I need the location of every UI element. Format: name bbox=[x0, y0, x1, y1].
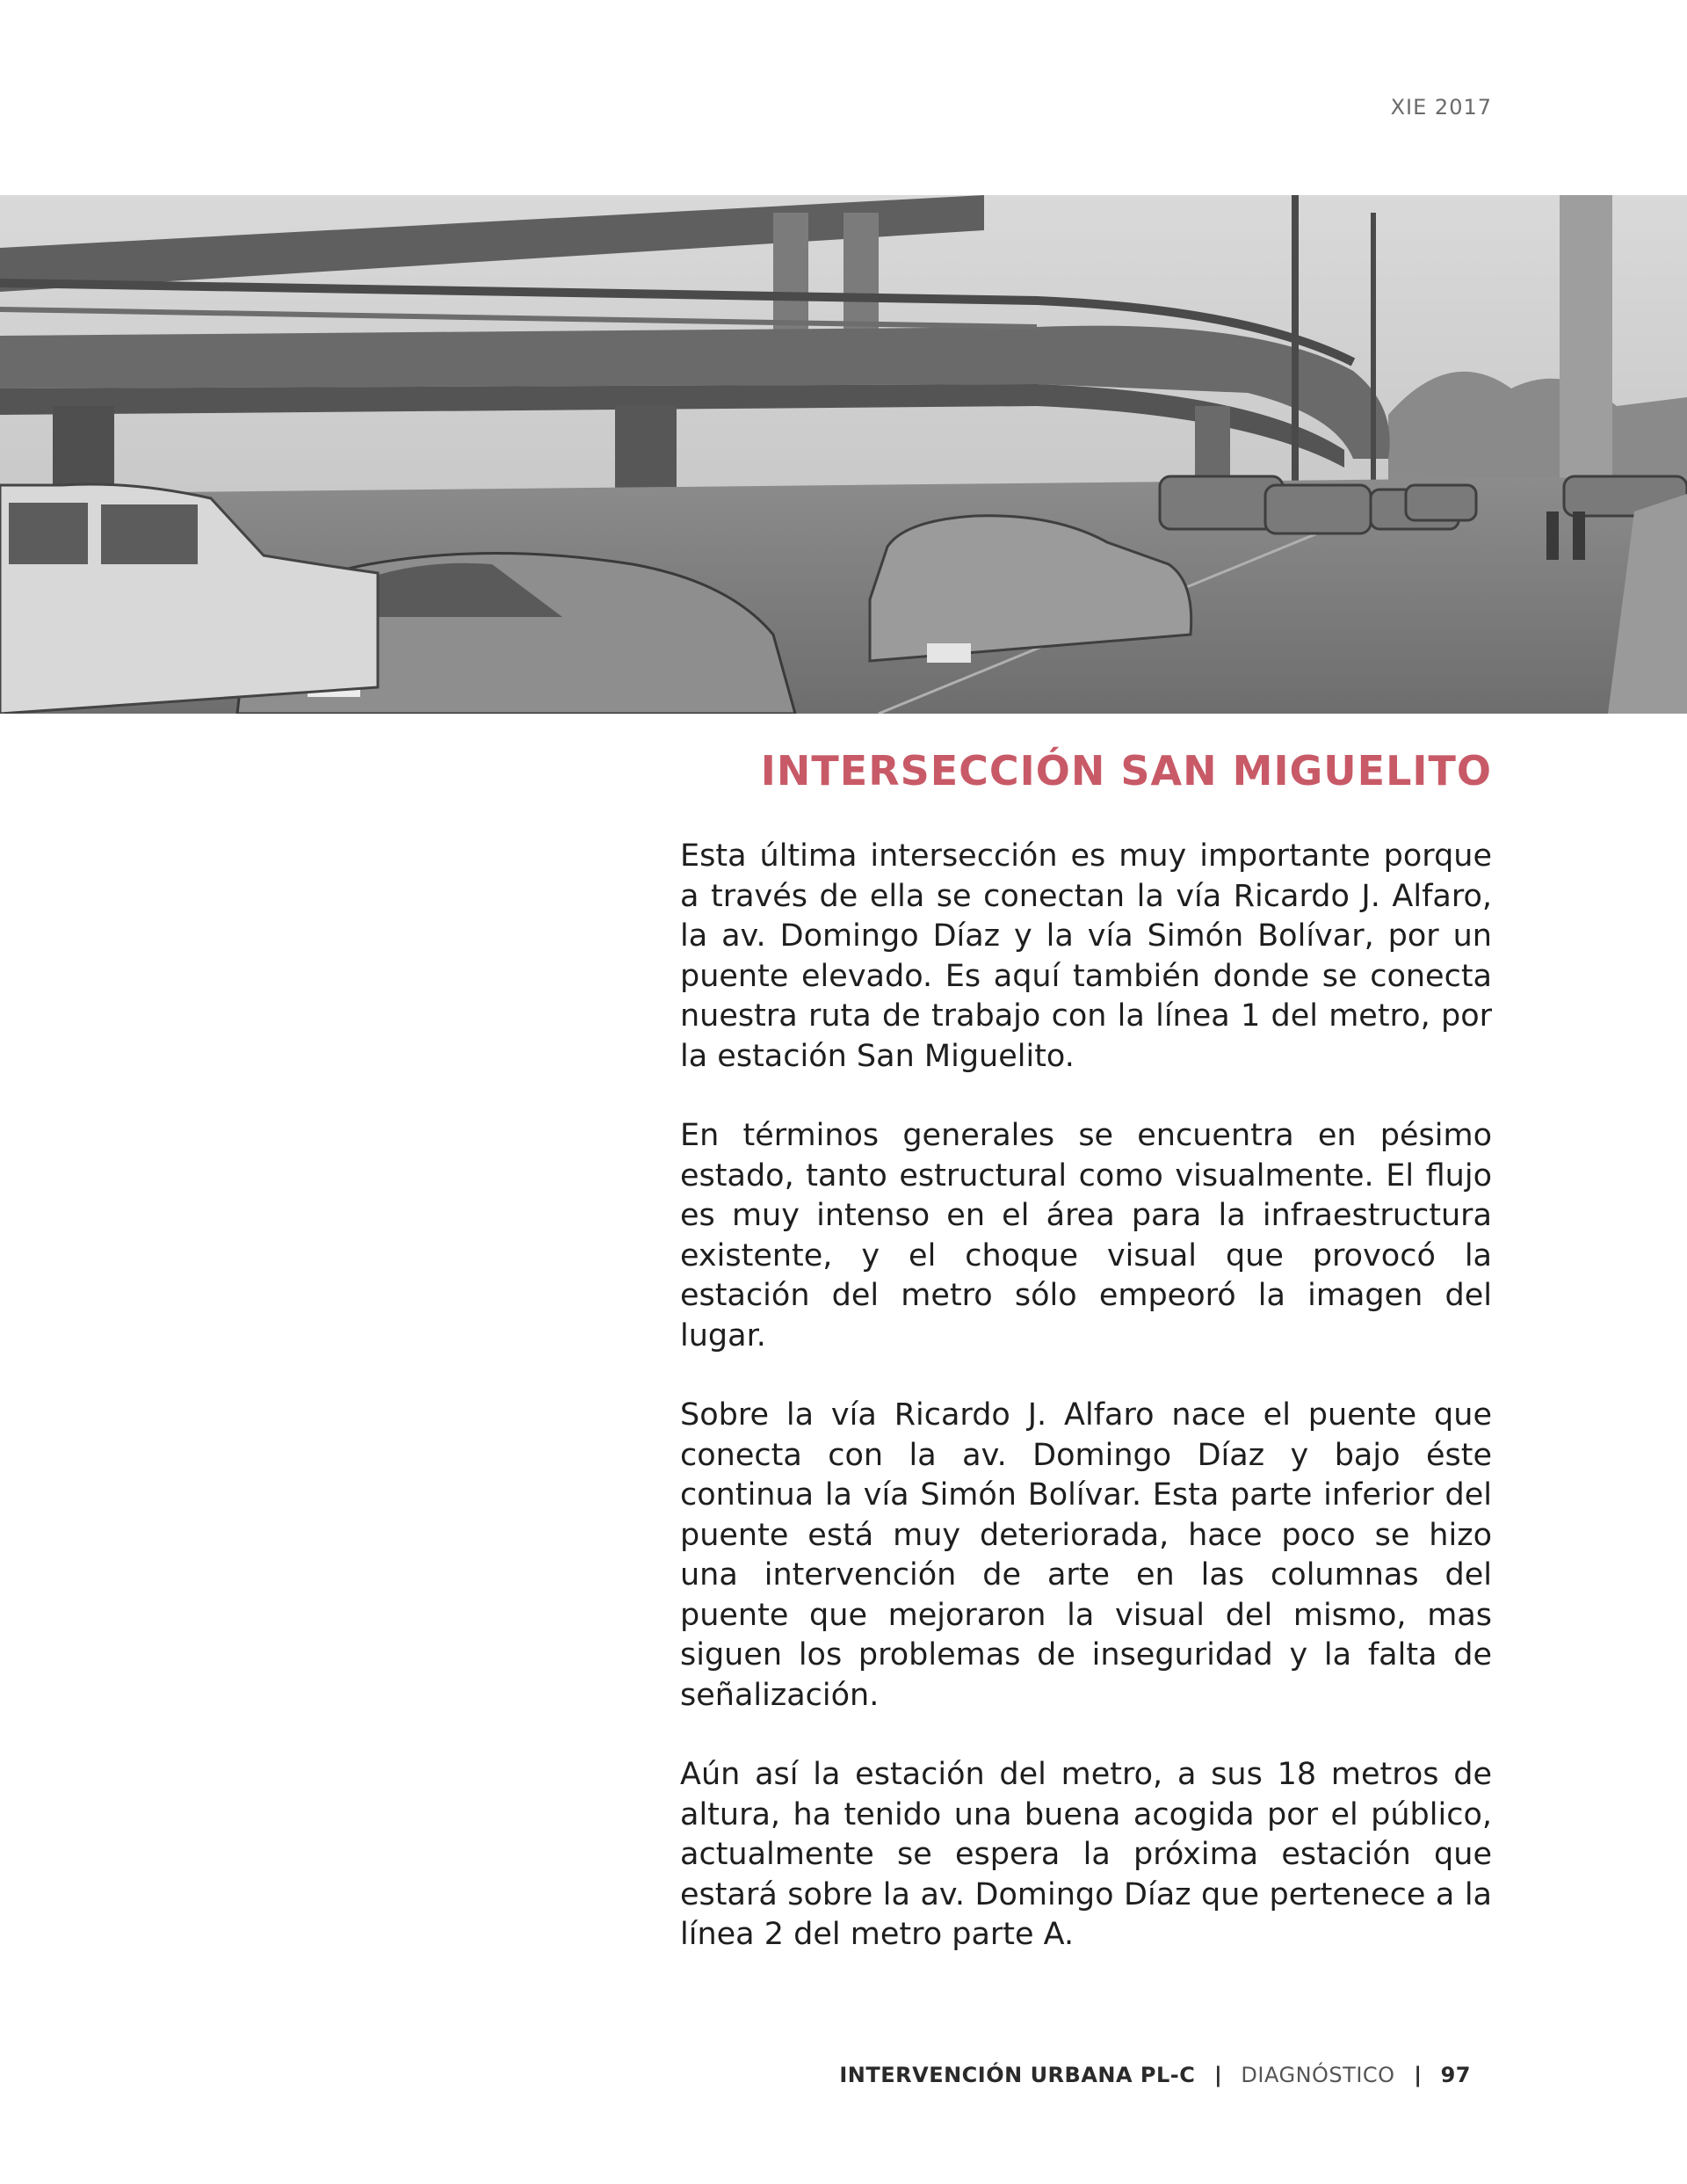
footer-separator: | bbox=[1214, 2063, 1222, 2087]
footer-section: DIAGNÓSTICO bbox=[1241, 2063, 1395, 2087]
article-body bbox=[680, 837, 1492, 1995]
page-number: 97 bbox=[1440, 2063, 1471, 2087]
running-head: XIE 2017 bbox=[1390, 95, 1492, 120]
paragraph: En términos generales se encuentra en pésimo estado, tanto estructural como visualmente. El flujo es muy intenso en el área para la infraestructura existente, y el choque visual que provocó la estación del metro sólo empeoró la imagen del lugar. bbox=[680, 1118, 1492, 1353]
paragraph: Esta última intersección es muy importante porque a través de ella se conectan la vía Ricardo J. Alfaro, la av. Domingo Díaz y la vía Simón Bolívar, por un puente elevado. Es aquí también donde se conecta nuestra ruta de trabajo con la línea 1 del metro, por la estación San Miguelito. bbox=[680, 838, 1492, 1074]
footer-separator: | bbox=[1414, 2063, 1422, 2087]
footer-publication: INTERVENCIÓN URBANA PL-C bbox=[839, 2063, 1196, 2087]
paragraph: Aún así la estación del metro, a sus 18 metros de altura, ha tenido una buena acogida por el público, actualmente se espera la próxima estación que estará sobre la av. Domingo Díaz que pertenece a la línea 2 del metro parte A. bbox=[680, 1757, 1492, 1952]
paragraph: Sobre la vía Ricardo J. Alfaro nace el puente que conecta con la av. Domingo Díaz y bajo éste continua la vía Simón Bolívar. Esta parte inferior del puente está muy deteriorada, hace poco se hizo una intervención de arte en las columnas del puente que mejoraron la visual del mismo, mas siguen los problemas de inseguridad y la falta de señalización. bbox=[680, 1397, 1492, 1713]
street-photo bbox=[0, 195, 1687, 714]
section-title: INTERSECCIÓN SAN MIGUELITO bbox=[760, 747, 1492, 795]
photo-icon bbox=[0, 195, 1687, 714]
page-footer bbox=[839, 2063, 1471, 2087]
